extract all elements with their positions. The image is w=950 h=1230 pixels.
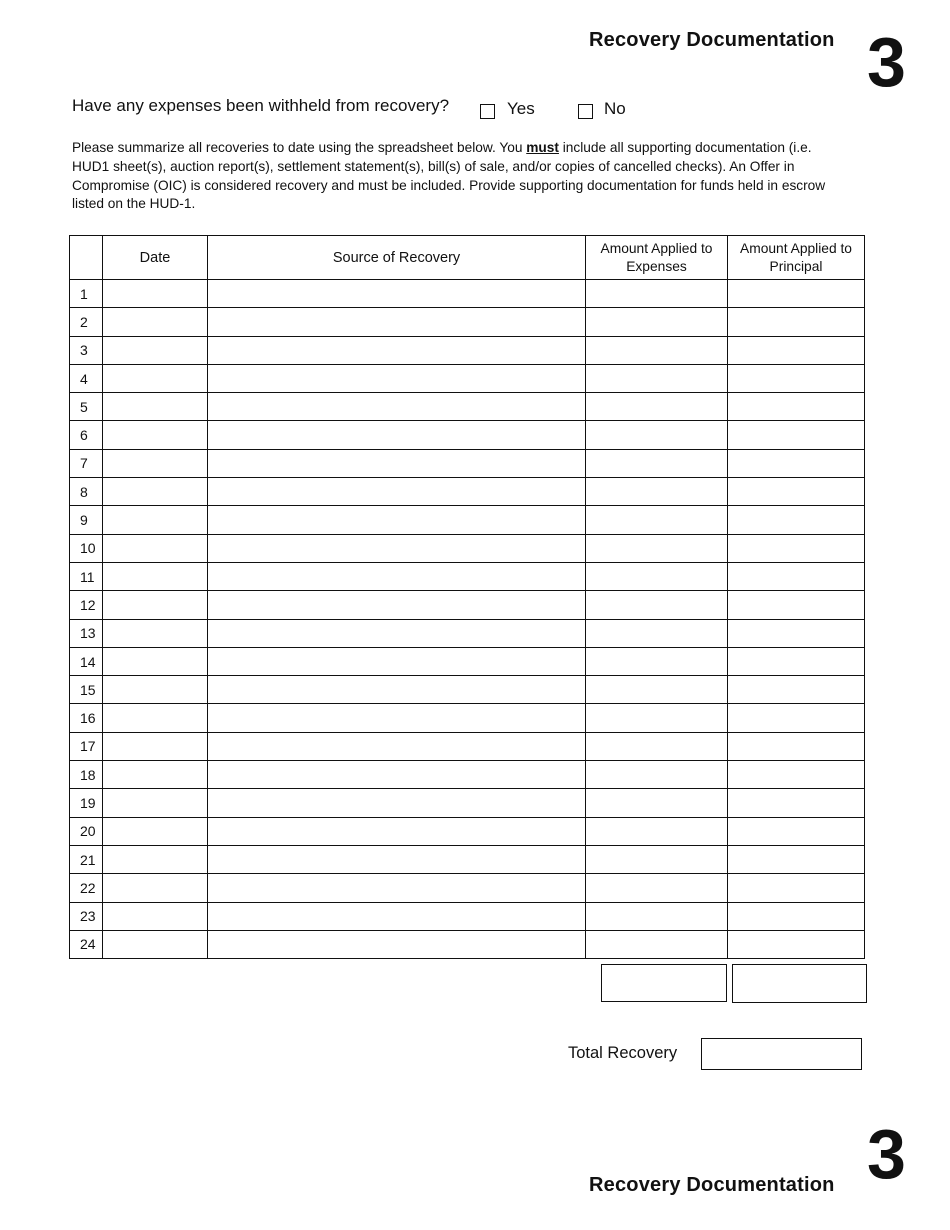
date-cell[interactable] — [103, 930, 208, 958]
row-number: 19 — [70, 789, 103, 817]
principal-cell[interactable] — [728, 562, 865, 590]
table-row — [70, 789, 865, 817]
row-number: 2 — [70, 308, 103, 336]
table-row — [70, 619, 865, 647]
expenses-cell[interactable] — [586, 364, 728, 392]
expenses-cell[interactable] — [586, 817, 728, 845]
row-number: 10 — [70, 534, 103, 562]
principal-cell[interactable] — [728, 449, 865, 477]
date-cell[interactable] — [103, 393, 208, 421]
expenses-cell[interactable] — [586, 591, 728, 619]
expenses-cell[interactable] — [586, 534, 728, 562]
row-number: 12 — [70, 591, 103, 619]
expenses-cell[interactable] — [586, 393, 728, 421]
instructions-emphasis: must — [526, 140, 559, 155]
row-number: 17 — [70, 732, 103, 760]
row-number: 18 — [70, 761, 103, 789]
source-cell[interactable] — [208, 591, 586, 619]
principal-column-header: Amount Applied to Principal — [728, 236, 865, 280]
date-cell[interactable] — [103, 364, 208, 392]
date-cell[interactable] — [103, 562, 208, 590]
expenses-cell[interactable] — [586, 478, 728, 506]
source-cell[interactable] — [208, 817, 586, 845]
source-cell[interactable] — [208, 619, 586, 647]
principal-cell[interactable] — [728, 591, 865, 619]
date-cell[interactable] — [103, 647, 208, 675]
row-number: 20 — [70, 817, 103, 845]
table-row — [70, 478, 865, 506]
principal-cell[interactable] — [728, 478, 865, 506]
row-number: 11 — [70, 562, 103, 590]
source-cell[interactable] — [208, 308, 586, 336]
principal-cell[interactable] — [728, 619, 865, 647]
instructions-text-1: Please summarize all recoveries to date using the spreadsheet below. You — [72, 140, 527, 155]
principal-cell[interactable] — [728, 704, 865, 732]
total-recovery-label: Total Recovery — [568, 1044, 678, 1062]
table-header-row — [70, 236, 865, 280]
expenses-cell[interactable] — [586, 619, 728, 647]
instructions-text-2: include all supporting documentation (i.e. HUD1 sheet(s), auction report(s), settlement statement(s), bill(s) of sale, and/or copies of cancelled checks). An Offer in Compromise (OIC) is considered recovery and must be included. Provide supporting documentation for funds held in escrow listed on the HUD-1. — [72, 140, 826, 212]
row-number: 8 — [70, 478, 103, 506]
total-recovery-field[interactable] — [701, 1038, 862, 1070]
table-body — [70, 280, 865, 959]
principal-cell[interactable] — [728, 732, 865, 760]
table-row — [70, 421, 865, 449]
row-number: 23 — [70, 902, 103, 930]
principal-cell[interactable] — [728, 676, 865, 704]
date-cell[interactable] — [103, 421, 208, 449]
source-cell[interactable] — [208, 280, 586, 308]
principal-cell[interactable] — [728, 364, 865, 392]
table-row — [70, 506, 865, 534]
no-checkbox[interactable] — [578, 104, 593, 119]
date-cell[interactable] — [103, 874, 208, 902]
source-cell[interactable] — [208, 534, 586, 562]
principal-cell[interactable] — [728, 845, 865, 873]
expenses-cell[interactable] — [586, 506, 728, 534]
principal-cell[interactable] — [728, 506, 865, 534]
date-cell[interactable] — [103, 619, 208, 647]
source-column-header: Source of Recovery — [208, 236, 586, 280]
table-row — [70, 845, 865, 873]
table-row — [70, 393, 865, 421]
table-row — [70, 676, 865, 704]
source-cell[interactable] — [208, 449, 586, 477]
expenses-withheld-question: Have any expenses been withheld from recovery? — [72, 96, 450, 115]
yes-checkbox[interactable] — [480, 104, 495, 119]
date-cell[interactable] — [103, 336, 208, 364]
table-row — [70, 902, 865, 930]
principal-cell[interactable] — [728, 789, 865, 817]
date-cell[interactable] — [103, 704, 208, 732]
expenses-cell[interactable] — [586, 280, 728, 308]
expenses-cell[interactable] — [586, 562, 728, 590]
expenses-cell[interactable] — [586, 421, 728, 449]
source-cell[interactable] — [208, 393, 586, 421]
source-cell[interactable] — [208, 478, 586, 506]
date-cell[interactable] — [103, 902, 208, 930]
principal-cell[interactable] — [728, 534, 865, 562]
principal-cell[interactable] — [728, 647, 865, 675]
table-row — [70, 534, 865, 562]
source-cell[interactable] — [208, 336, 586, 364]
table-row — [70, 874, 865, 902]
row-number: 22 — [70, 874, 103, 902]
source-cell[interactable] — [208, 421, 586, 449]
expenses-cell[interactable] — [586, 308, 728, 336]
source-cell[interactable] — [208, 874, 586, 902]
expenses-cell[interactable] — [586, 704, 728, 732]
principal-cell[interactable] — [728, 761, 865, 789]
date-cell[interactable] — [103, 761, 208, 789]
page-title: Recovery Documentation — [589, 29, 835, 51]
table-row — [70, 930, 865, 958]
table-row — [70, 449, 865, 477]
expenses-cell[interactable] — [586, 449, 728, 477]
source-cell[interactable] — [208, 364, 586, 392]
date-cell[interactable] — [103, 449, 208, 477]
expenses-column-header: Amount Applied to Expenses — [586, 236, 728, 280]
recovery-table — [69, 235, 865, 959]
table-row — [70, 761, 865, 789]
table-row — [70, 591, 865, 619]
row-number: 24 — [70, 930, 103, 958]
date-cell[interactable] — [103, 478, 208, 506]
date-cell[interactable] — [103, 534, 208, 562]
expenses-cell[interactable] — [586, 789, 728, 817]
table-row — [70, 336, 865, 364]
row-number: 5 — [70, 393, 103, 421]
principal-cell[interactable] — [728, 336, 865, 364]
principal-cell[interactable] — [728, 902, 865, 930]
principal-cell[interactable] — [728, 308, 865, 336]
source-cell[interactable] — [208, 845, 586, 873]
row-number: 6 — [70, 421, 103, 449]
footer-section-number: 3 — [867, 1115, 906, 1193]
date-cell[interactable] — [103, 676, 208, 704]
table-row — [70, 280, 865, 308]
source-cell[interactable] — [208, 789, 586, 817]
row-number: 15 — [70, 676, 103, 704]
date-cell[interactable] — [103, 789, 208, 817]
expenses-cell[interactable] — [586, 336, 728, 364]
table-row — [70, 364, 865, 392]
row-number: 3 — [70, 336, 103, 364]
table-row — [70, 817, 865, 845]
row-number: 13 — [70, 619, 103, 647]
source-cell[interactable] — [208, 732, 586, 760]
expenses-cell[interactable] — [586, 845, 728, 873]
principal-cell[interactable] — [728, 393, 865, 421]
date-cell[interactable] — [103, 732, 208, 760]
row-number: 14 — [70, 647, 103, 675]
source-cell[interactable] — [208, 647, 586, 675]
date-cell[interactable] — [103, 506, 208, 534]
source-cell[interactable] — [208, 930, 586, 958]
source-cell[interactable] — [208, 562, 586, 590]
principal-cell[interactable] — [728, 280, 865, 308]
no-label: No — [604, 99, 626, 118]
instructions-paragraph — [72, 139, 852, 214]
expenses-total-field[interactable] — [601, 964, 727, 1002]
row-number: 1 — [70, 280, 103, 308]
row-number: 21 — [70, 845, 103, 873]
expenses-cell[interactable] — [586, 902, 728, 930]
date-cell[interactable] — [103, 591, 208, 619]
source-cell[interactable] — [208, 506, 586, 534]
table-row — [70, 647, 865, 675]
expenses-cell[interactable] — [586, 676, 728, 704]
row-number: 16 — [70, 704, 103, 732]
expenses-cell[interactable] — [586, 930, 728, 958]
date-cell[interactable] — [103, 817, 208, 845]
table-row — [70, 704, 865, 732]
source-cell[interactable] — [208, 676, 586, 704]
date-cell[interactable] — [103, 280, 208, 308]
date-cell[interactable] — [103, 845, 208, 873]
principal-cell[interactable] — [728, 930, 865, 958]
expenses-cell[interactable] — [586, 874, 728, 902]
expenses-cell[interactable] — [586, 732, 728, 760]
principal-cell[interactable] — [728, 817, 865, 845]
table-row — [70, 562, 865, 590]
table-row — [70, 732, 865, 760]
footer-title: Recovery Documentation — [589, 1174, 835, 1196]
source-cell[interactable] — [208, 761, 586, 789]
source-cell[interactable] — [208, 902, 586, 930]
principal-cell[interactable] — [728, 421, 865, 449]
row-number: 9 — [70, 506, 103, 534]
row-number-header — [70, 236, 103, 280]
row-number: 4 — [70, 364, 103, 392]
date-column-header: Date — [103, 236, 208, 280]
expenses-cell[interactable] — [586, 761, 728, 789]
yes-label: Yes — [507, 99, 535, 118]
source-cell[interactable] — [208, 704, 586, 732]
principal-cell[interactable] — [728, 874, 865, 902]
row-number: 7 — [70, 449, 103, 477]
section-number: 3 — [867, 23, 906, 101]
principal-total-field[interactable] — [732, 964, 867, 1003]
table-row — [70, 308, 865, 336]
date-cell[interactable] — [103, 308, 208, 336]
expenses-cell[interactable] — [586, 647, 728, 675]
